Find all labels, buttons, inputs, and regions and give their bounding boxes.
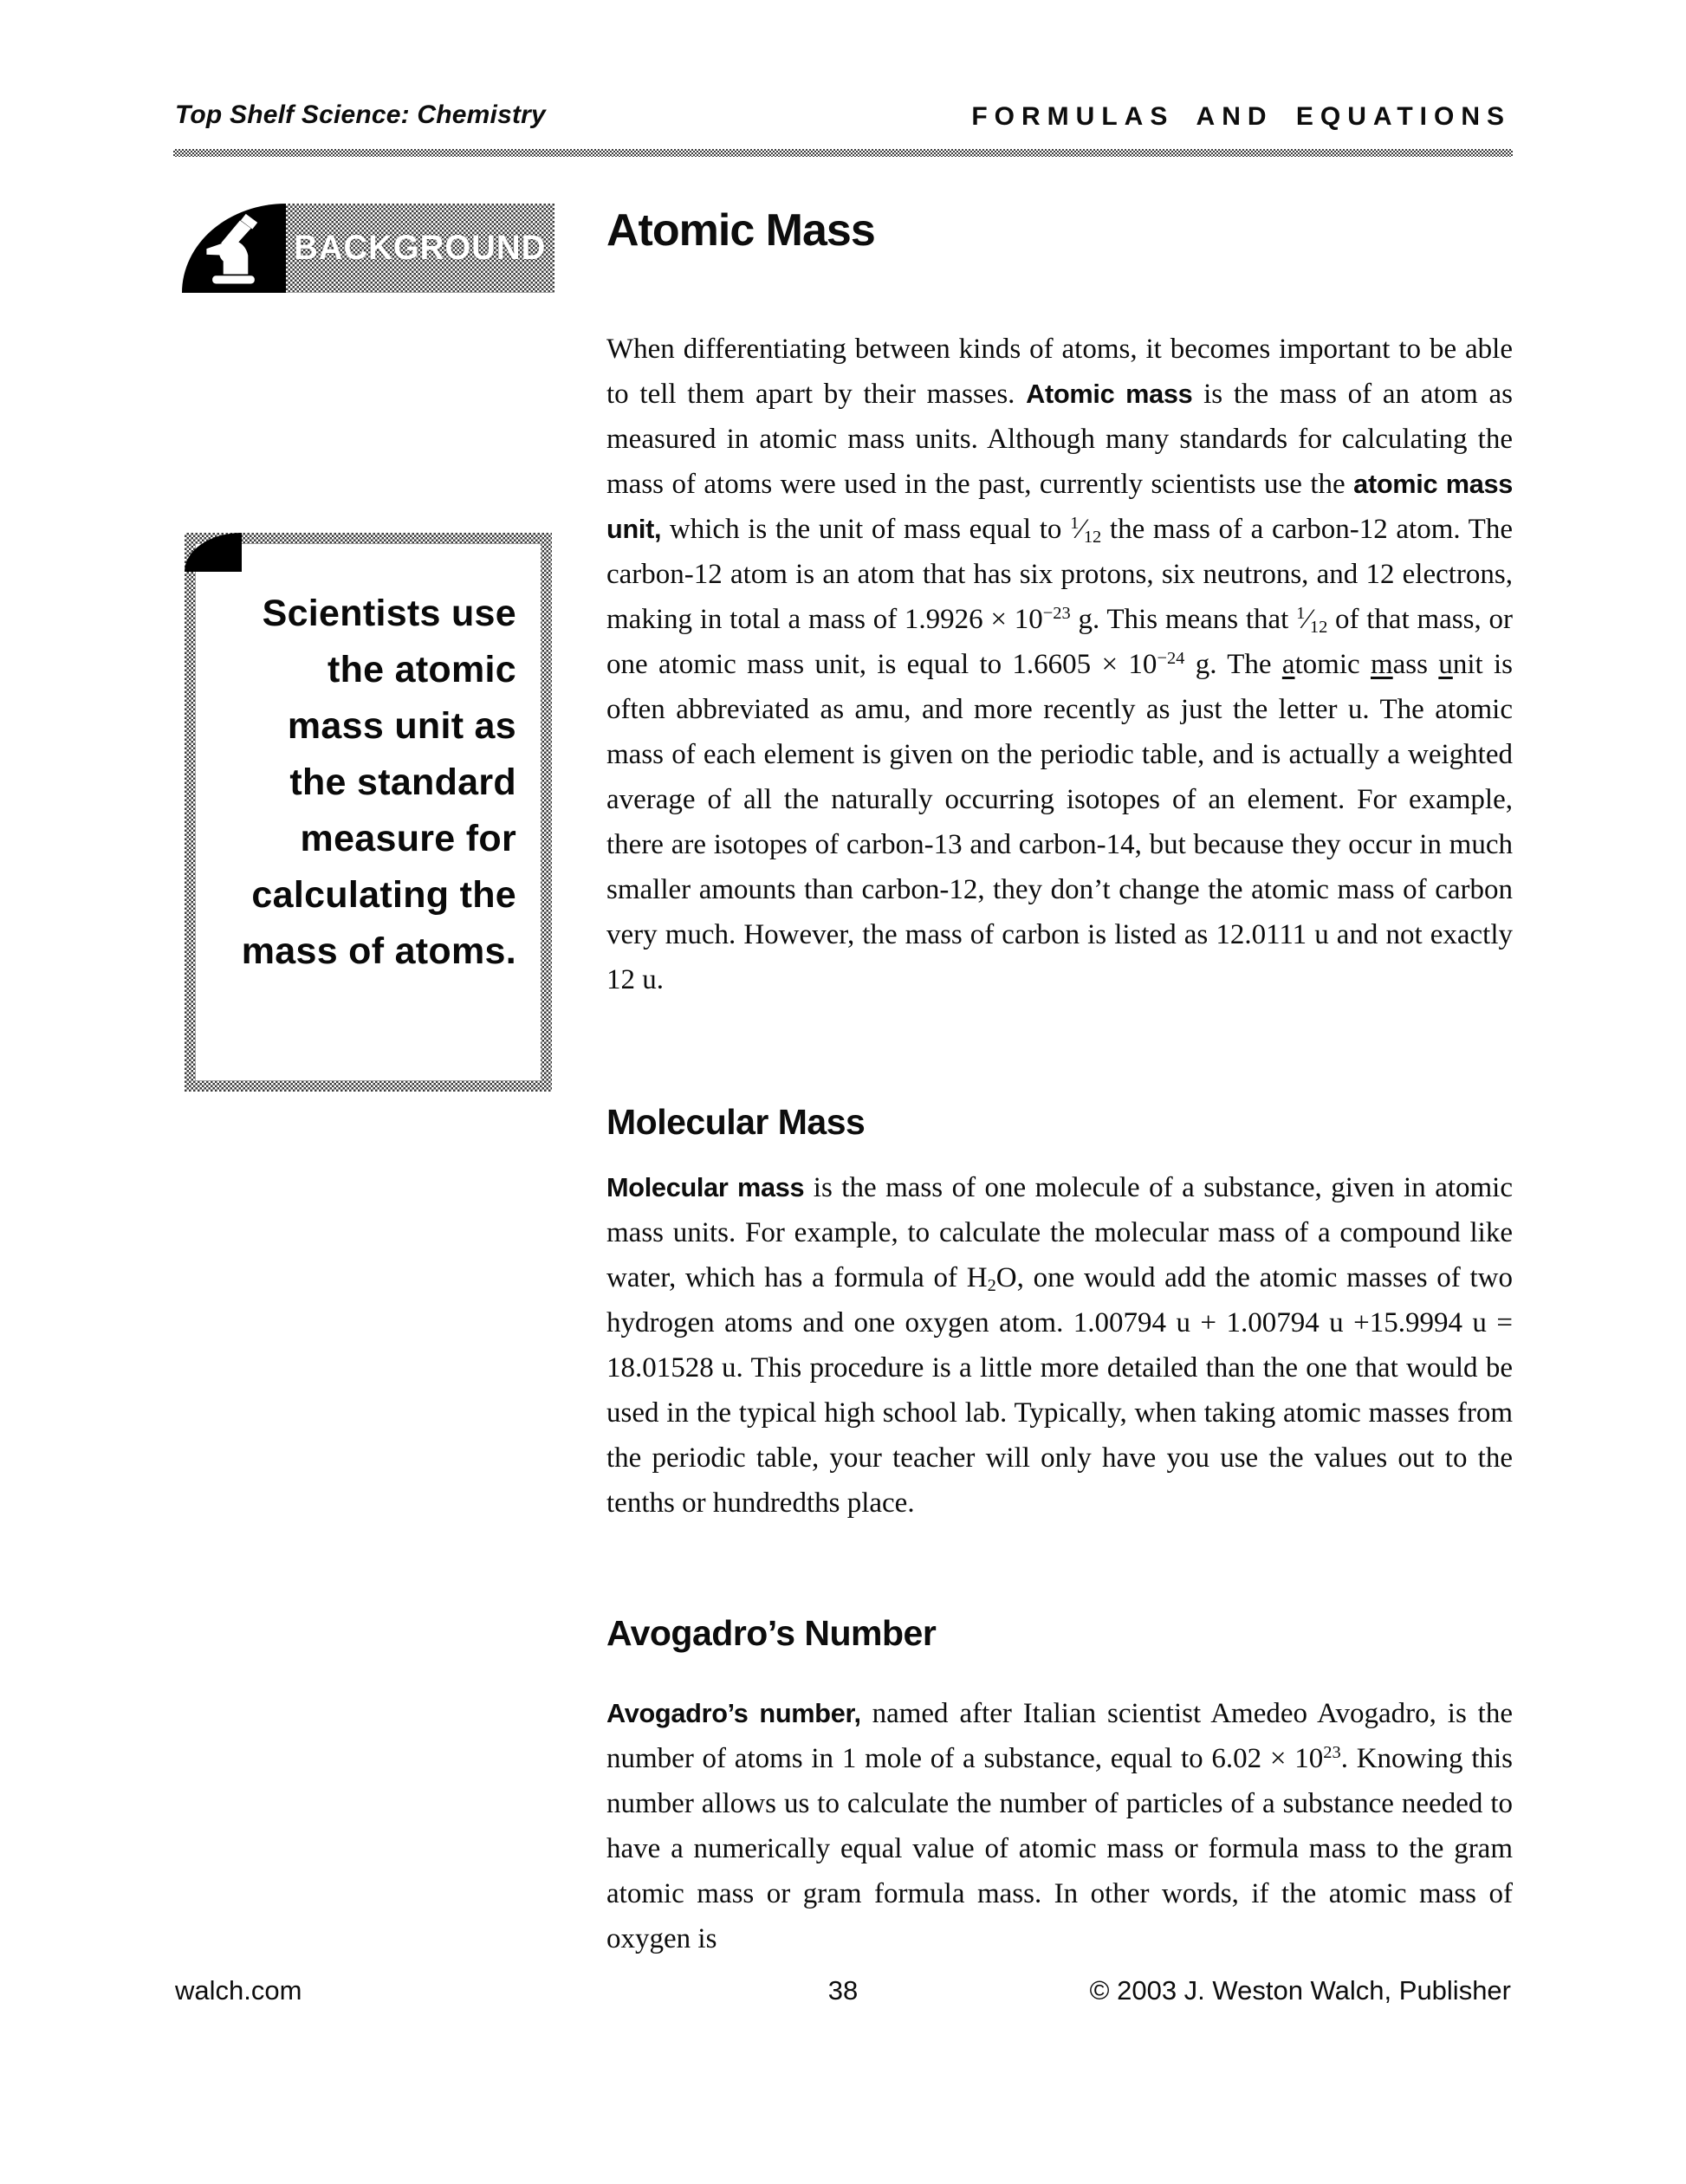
header-section-title: FORMULAS AND EQUATIONS <box>971 102 1511 131</box>
article-title: Atomic Mass <box>606 205 875 256</box>
pull-quote-inner <box>196 544 541 1080</box>
molecular-mass-paragraph: Molecular mass is the mass of one molecule of a substance, given in atomic mass units. For example, to calculate the molecular mass of a compound like water, which has a formula of H2O, one would add the atomic masses of two hydrogen atoms and one oxygen atom. 1.00794 u + 1.00794 u +15.9994 u = 18.01528 u. This procedure is a little more detailed than the one that would be used in the typical high school lab. Typically, when taking atomic masses from the periodic table, your teacher will only have you use the values out to the tenths or hundredths place. <box>606 1172 1513 1519</box>
intro-paragraph: When differentiating between kinds of atoms, it becomes important to be able to tell them apart by their masses. Atomic mass is the mass of an atom as measured in atomic mass units. Although many standards for calculating the mass of atoms were used in the past, currently scientists use the atomic mass unit, which is the unit of mass equal to $^1$⁄12 the mass of a carbon-12 atom. The carbon-12 atom is an atom that has six protons, six neutrons, and 12 electrons, making in total a mass of $1.9926 \times 10^{-23}$ g. This means that $^1$⁄12 of that mass, or one atomic mass unit, is equal to $1.6605 \times 10^{-24}$ g. The atomic mass unit is often abbreviated as amu, and more recently as just the letter u. The atomic mass of each element is given on the periodic table, and is actually a weighted average of all the naturally occurring isotopes of an element. For example, there are isotopes of carbon-13 and carbon-14, but because they occur in much smaller amounts than carbon-12, they don’t change the atomic mass of carbon very much. However, the mass of carbon is listed as 12.0111 u and not exactly 12 u. <box>606 334 1514 995</box>
section-heading-avogadros-number: Avogadro’s Number <box>606 1613 937 1653</box>
footer-site-link: walch.com <box>175 1975 302 2006</box>
pull-quote-text <box>213 586 516 980</box>
header-book-title: Top Shelf Science: Chemistry <box>175 100 546 129</box>
pull-quote-line: the atomic <box>327 649 516 690</box>
section-heading-molecular-mass: Molecular Mass <box>606 1102 866 1142</box>
pull-quote-line: mass of atoms. <box>241 930 516 972</box>
background-badge <box>182 204 554 293</box>
pull-quote-box <box>185 533 552 1092</box>
avogadros-number-paragraph: Avogadro’s number, named after Italian scientist Amedeo Avogadro, is the number of atoms in 1 mole of a substance, equal to $6.02 \times 10^{23}$. Knowing this number allows us to calculate the number of particles of a substance needed to have a numerically equal value of atomic mass or formula mass to the gram atomic mass or gram formula mass. In other words, if the atomic mass of oxygen is <box>606 1698 1514 1954</box>
footer-page-number: 38 <box>827 1975 859 2006</box>
background-badge-strip <box>286 204 554 293</box>
pull-quote-line: measure for <box>300 818 516 859</box>
pull-quote-line: Scientists use <box>262 593 516 634</box>
microscope-icon <box>199 211 272 288</box>
pull-quote-line: the standard <box>289 761 516 803</box>
header-rule <box>173 149 1513 157</box>
background-badge-label: BACKGROUND <box>294 229 547 267</box>
pull-quote-line: calculating the <box>251 874 516 916</box>
pull-quote-corner <box>185 533 242 572</box>
pull-quote-line: mass unit as <box>287 705 516 747</box>
footer-copyright: © 2003 J. Weston Walch, Publisher <box>1089 1975 1511 2006</box>
